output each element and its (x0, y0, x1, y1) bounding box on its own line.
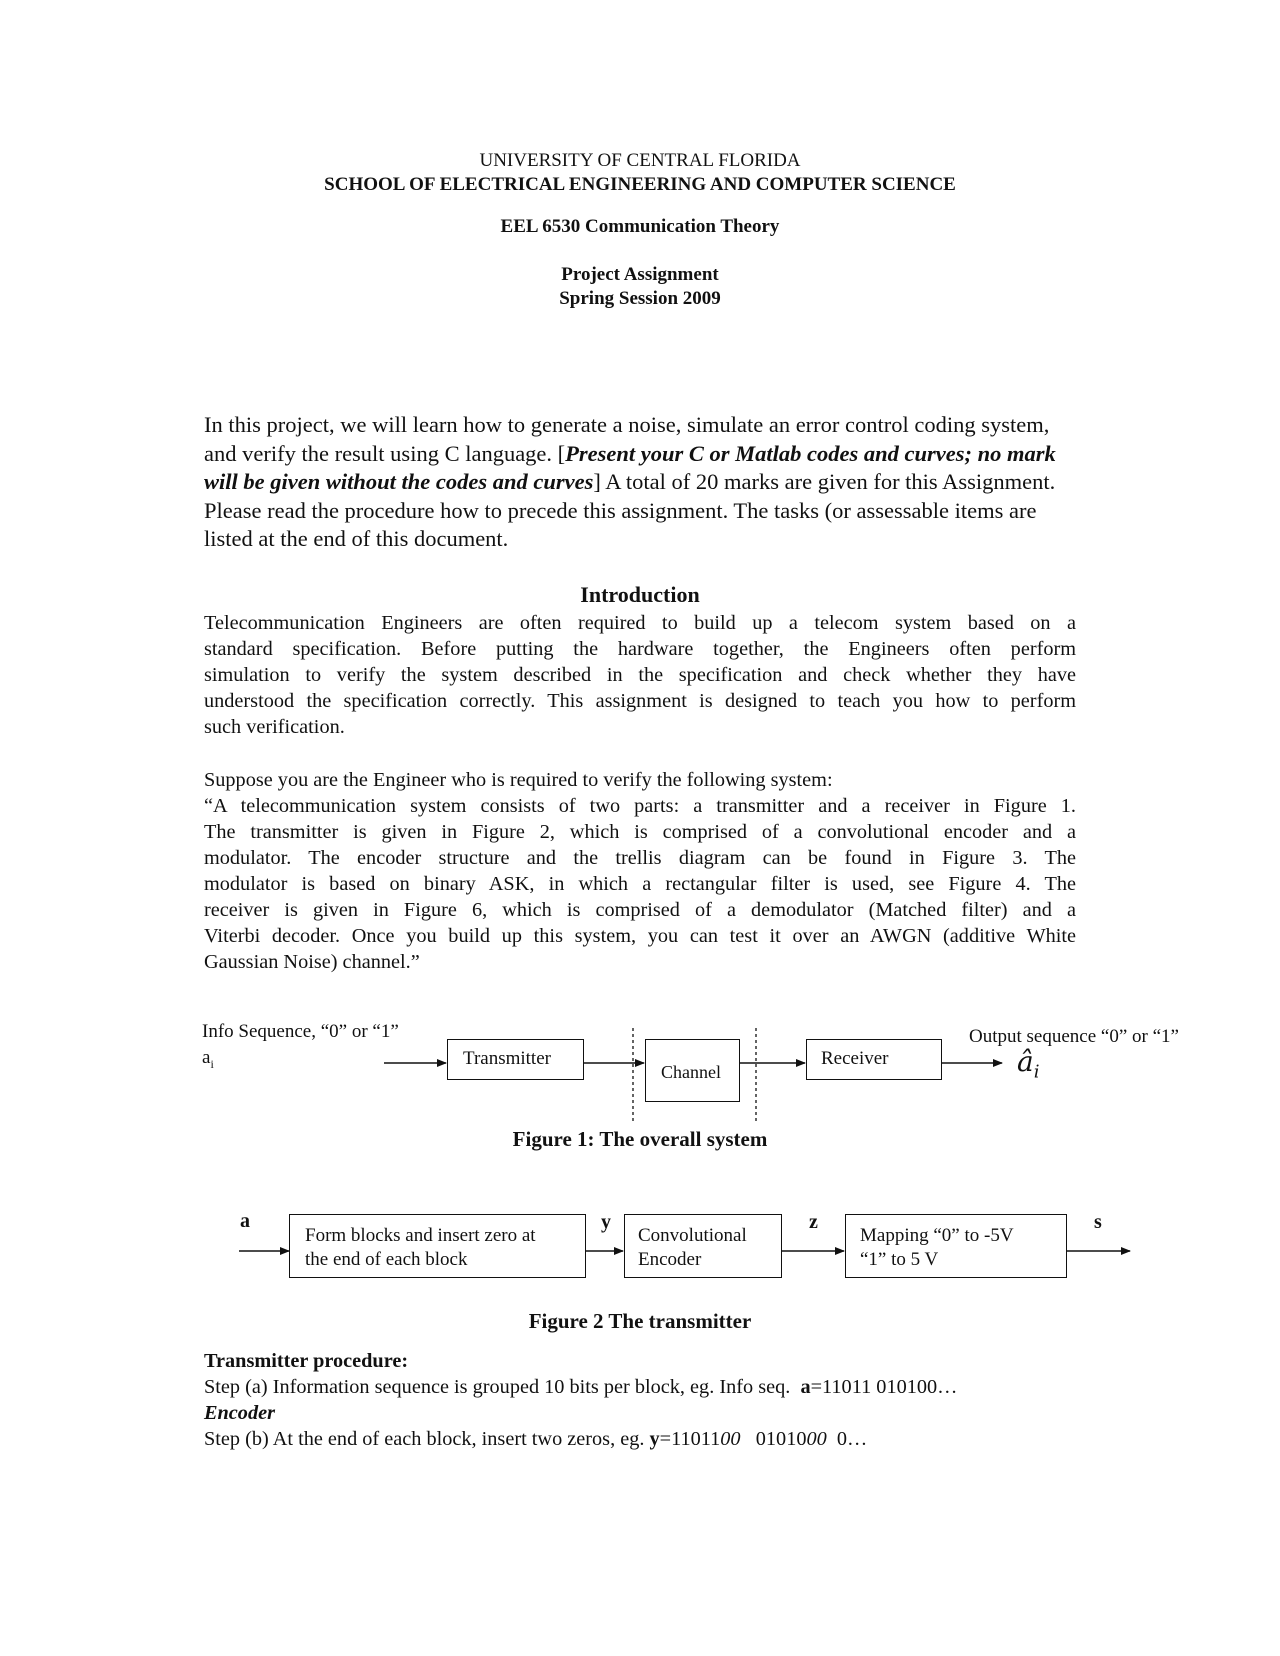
introduction-line: standard specification. Before putting the hardware together, the Engineers often perform (204, 638, 1076, 660)
procedure-heading: Transmitter procedure: (204, 1350, 409, 1372)
transmitter-label: Transmitter (463, 1048, 551, 1069)
form-blocks-block (289, 1214, 586, 1278)
output-symbol-subscript: i (1033, 1061, 1040, 1083)
step-b (204, 1426, 1104, 1452)
input-symbol-subscript: i (210, 1056, 214, 1071)
university-name: UNIVERSITY OF CENTRAL FLORIDA (479, 150, 801, 171)
step-b-value-3: 0… (826, 1428, 868, 1450)
mapping-line-2: “1” to 5 V (860, 1249, 939, 1270)
step-a (204, 1374, 1104, 1400)
session-title: Spring Session 2009 (559, 288, 721, 309)
course-title: EEL 6530 Communication Theory (500, 216, 780, 237)
system-line: Viterbi decoder. Once you build up this system, you can test it over an AWGN (additive White (204, 925, 1076, 947)
output-symbol-letter: â (1017, 1045, 1034, 1078)
mapping-block (845, 1214, 1067, 1278)
introduction-line: Telecommunication Engineers are often required to build up a telecom system based on a (204, 612, 1076, 634)
system-line: modulator. The encoder structure and the trellis diagram can be found in Figure 3. The (204, 847, 1076, 869)
introduction-line: such verification. (204, 716, 345, 738)
system-line: The transmitter is given in Figure 2, which is comprised of a convolutional encoder and a (204, 821, 1076, 843)
step-a-text: Step (a) Information sequence is grouped 10 bits per block, eg. Info seq. (204, 1376, 801, 1398)
system-lead: Suppose you are the Engineer who is required to verify the following system: (204, 769, 833, 791)
figure-1-caption: Figure 1: The overall system (512, 1127, 768, 1151)
system-line: “A telecommunication system consists of two parts: a transmitter and a receiver in Figure 1. (204, 795, 1076, 817)
convolutional-encoder-block (624, 1214, 782, 1278)
figure-2-caption: Figure 2 The transmitter (528, 1309, 752, 1333)
receiver-label: Receiver (821, 1048, 889, 1069)
system-line: Gaussian Noise) channel.” (204, 951, 420, 973)
input-symbol-letter: a (202, 1047, 211, 1068)
step-b-var: y (649, 1428, 660, 1450)
step-a-value: =11011 010100… (810, 1376, 958, 1398)
intro-emphasis: Present your C or Matlab codes and curves; no mark will be given without the codes and curves (204, 440, 1056, 494)
encoder-line-2: Encoder (638, 1249, 702, 1270)
step-b-zeros-1: 00 (720, 1428, 741, 1450)
encoder-heading: Encoder (204, 1402, 275, 1424)
system-line: modulator is based on binary ASK, in which a rectangular filter is used, see Figure 4. The (204, 873, 1076, 895)
school-name: SCHOOL OF ELECTRICAL ENGINEERING AND COMPUTER SCIENCE (324, 174, 956, 195)
input-label: Info Sequence, “0” or “1” (202, 1021, 399, 1042)
introduction-line: simulation to verify the system described in the specification and check whether they have (204, 664, 1076, 686)
form-blocks-line-2: the end of each block (305, 1249, 468, 1270)
label-z: z (809, 1211, 818, 1233)
label-y: y (601, 1211, 611, 1233)
introduction-heading: Introduction (580, 582, 700, 607)
introduction-line: understood the specification correctly. This assignment is designed to teach you how to perform (204, 690, 1076, 712)
form-blocks-line-1: Form blocks and insert zero at (305, 1225, 536, 1246)
intro-text-2: ] A total of 20 marks are given for this Assignment. Please read the procedure how to precede this assignment. The tasks (or assessable items are listed at the end of this document. (204, 469, 1056, 551)
label-a: a (240, 1210, 250, 1232)
step-b-text: Step (b) At the end of each block, insert two zeros, eg. (204, 1428, 650, 1450)
channel-label: Channel (661, 1062, 721, 1082)
output-label: Output sequence “0” or “1” (969, 1026, 1179, 1047)
step-b-value-1: =11011 (659, 1428, 721, 1450)
step-a-var: a (800, 1376, 811, 1398)
system-line: receiver is given in Figure 6, which is comprised of a demodulator (Matched filter) and a (204, 899, 1076, 921)
mapping-line-1: Mapping “0” to -5V (860, 1225, 1014, 1246)
label-s: s (1094, 1211, 1102, 1233)
assignment-title: Project Assignment (561, 264, 719, 285)
intro-text-1: In this project, we will learn how to generate a noise, simulate an error control coding system, and verify the result using C language. [ (204, 412, 1050, 466)
encoder-line-1: Convolutional (638, 1225, 747, 1246)
step-b-zeros-2: 00 (806, 1428, 827, 1450)
step-b-value-2: 01010 (740, 1428, 807, 1450)
